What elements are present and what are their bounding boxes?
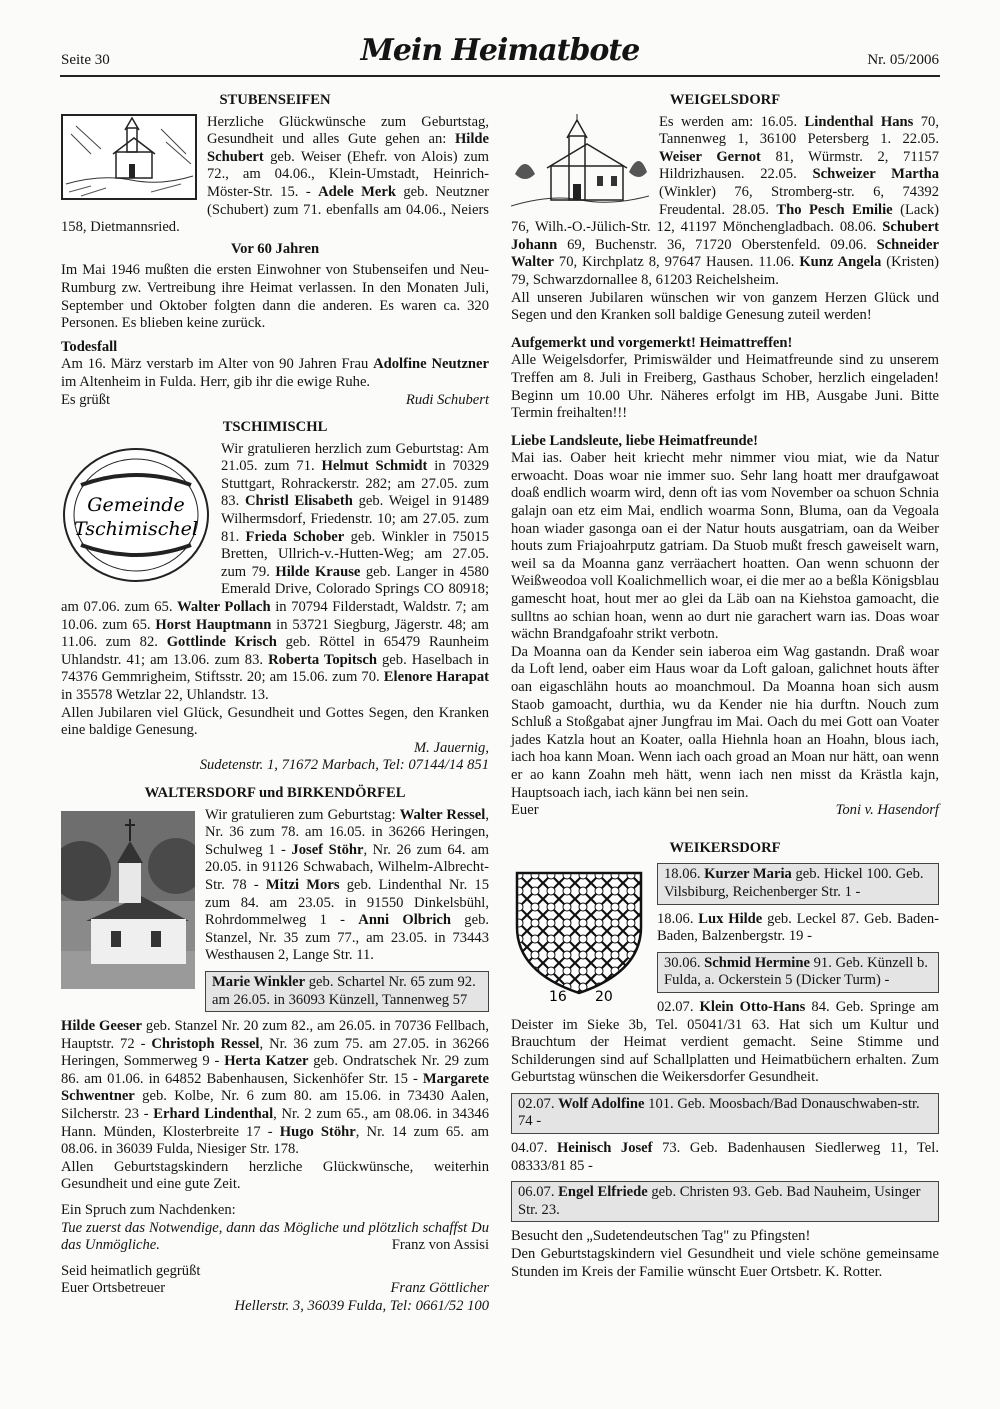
church-drawing-icon [511, 114, 649, 214]
weikersdorf-closing-1: Besucht den „Sudetendeutschen Tag" zu Pfingsten! [511, 1228, 811, 1245]
issue-number: Nr. 05/2006 [867, 52, 939, 68]
weikersdorf-closing-2: Den Geburtstagskindern viel Gesundheit und viele schöne gemeinsame Stunden im Kreis der Familie wünscht Euer Ortsbetr. K. Rotter. [511, 1246, 939, 1280]
right-column [511, 88, 939, 1281]
page-number: Seite 30 [61, 52, 110, 68]
spruch-author: Franz von Assisi [391, 1237, 489, 1254]
weigelsdorf-text: Es werden am: 16.05. Lindenthal Hans 70, Tannenweg 1, 36100 Petersberg 1. 22.05. Weiser Gernot 81, Würmstr. 2, 71157 Hildrizhausen. 22.05. Schweizer Martha (Winkler) 76, Stromberg-str. 6, 74392 Freudental. 28.05. Tho Pesch Emilie (Lack) 76, Wilh.-O.-Jülich-Str. 12, 41197 Mönchengladbach. 08.06. Schubert Johann 69, Buchenstr. 36, 71720 Oberstenfeld. 09.06. Schneider Walter 70, Kirchplatz 8, 97647 Hausen. 11.06. Kunz Angela (Kristen) 79, Schwarzdornallee 8, 61203 Reichelsheim. [511, 113, 939, 288]
tschimischl-address: Sudetenstr. 1, 71672 Marbach, Tel: 07144/14 851 [199, 757, 489, 774]
coat-of-arms-icon [511, 867, 647, 1007]
masthead: Mein Heimatbote [360, 33, 640, 68]
stubenseifen-signature: Es grüßt Rudi Schubert [61, 391, 489, 408]
highlight-box-winkler: Marie Winkler geb. Schartel Nr. 65 zum 92. am 26.05. in 36093 Künzell, Tannenweg 57 [205, 971, 489, 1012]
section-title-waltersdorf: WALTERSDORF und BIRKENDÖRFEL [144, 784, 406, 801]
weikersdorf-entry-lux: 18.06. Lux Hilde geb. Leckel 87. Geb. Baden-Baden, Balzenbergstr. 19 - [657, 910, 939, 945]
weigelsdorf-signature: Euer Toni v. Hasendorf [511, 802, 939, 819]
svg-text:Gemeinde: Gemeinde [87, 493, 185, 516]
highlight-box-kurzer: 18.06. Kurzer Maria geb. Hickel 100. Geb. Vilsbiburg, Reichenberger Str. 1 - [657, 863, 939, 904]
waltersdorf-closing: Allen Geburtstagskindern herzliche Glückwünsche, weiterhin Gesundheit und eine gute Zeit. [61, 1158, 489, 1193]
section-title-tschimischl: TSCHIMISCHL [222, 419, 328, 436]
page-header [0, 0, 1000, 80]
vor-60-jahren-text: Im Mai 1946 mußten die ersten Einwohner von Stubenseifen und Neu-Rumburg zw. Vertreibung ihre Heimat verlassen. In den Monaten Juli, September und Oktober folgten dann die anderen. Es waren ca. 320 Personen. Es blieben keine zurück. [61, 262, 489, 332]
section-title-stubenseifen: STUBENSEIFEN [219, 92, 331, 108]
todesfall-text: Am 16. März verstarb im Alter von 90 Jahren Frau Adolfine Neutzner im Altenheim in Fulda. Herr, gib ihr die ewige Ruhe. [61, 356, 489, 390]
landsleute-heading: Liebe Landsleute, liebe Heimatfreunde! [511, 432, 758, 449]
waltersdorf-text-2: Hilde Geeser geb. Stanzel Nr. 20 zum 82., am 26.05. in 70736 Fellbach, Hauptstr. 72 - Christoph Ressel, Nr. 36 zum 75. am 27.05. in 36266 Heringen, Sommerweg 9 - Herta Katzer geb. Ondratschek Nr. 29 zum 86. am 01.06. in 64852 Babenhausen, Sickenhöfer Str. 15 - Margarete Schwentner geb. Kolbe, Nr. 6 zum 80. am 15.06. in 73430 Aalen, Silcherstr. 23 - Erhard Lindenthal, Nr. 2 zum 65., am 08.06. in 34346 Hann. Münden, Klosterbreite 17 - Hugo Stöhr, Nr. 14 zum 65. am 08.06. in 36039 Fulda, Niesiger Str. 178. [61, 1018, 489, 1158]
church-sketch-icon [61, 114, 197, 200]
spruch-intro: Ein Spruch zum Nachdenken: [61, 1202, 236, 1219]
weikersdorf-entry-heinisch: 04.07. Heinisch Josef 73. Geb. Badenhausen Siedlerweg 11, Tel. 08333/81 85 - [511, 1140, 939, 1174]
heimattreffen-text: Alle Weigelsdorfer, Primiswälder und Heimatfreunde sind zu unserem Treffen am 8. Juli in Freiberg, Gasthaus Schober, herzlich eingeladen! Beginn um 10.00 Uhr. Näheres erfolgt im HB, Ausgabe Juni. Bitte Termin freihalten!!! [511, 352, 939, 422]
subheading-vor-60-jahren: Vor 60 Jahren [230, 240, 320, 257]
weigelsdorf-closing: All unseren Jubilaren wünschen wir von ganzem Herzen Glück und Segen und den Kranken soll baldige Genesung zuteil werden! [511, 289, 939, 324]
heimattreffen-heading: Aufgemerkt und vorgemerkt! Heimattreffen! [511, 334, 793, 351]
highlight-box-schmid: 30.06. Schmid Hermine 91. Geb. Künzell b. Fulda, a. Ockerstein 5 (Dicker Turm) - [657, 952, 939, 993]
svg-text:Tschimischel: Tschimischel [73, 517, 199, 540]
gemeinde-seal-icon [61, 445, 211, 585]
weikersdorf-entry-klein: 02.07. Klein Otto-Hans 84. Geb. Springe am Deister im Sieke 3b, Tel. 05041/31 63. Hat sich um Kultur und Brauchtum der Heimat verdient gemacht. Seine Stimme und Schilderungen sind auf Schallplatten und Heimatbüchern erhalten. Zum Geburtstag wünschen die Weikersdorfer Gesundheit. [511, 998, 940, 1086]
header-rule [60, 75, 940, 77]
tschimischl-closing: Allen Jubilaren viel Glück, Gesundheit und Gottes Segen, den Kranken eine baldige Genesung. [61, 704, 489, 739]
tschimischl-text: Wir gratulieren herzlich zum Geburtstag: Am 21.05. zum 71. Helmut Schmidt in 70329 Stuttgart, Rohrackerstr. 282; am 27.05. zum 83. Christl Elisabeth geb. Weigel in 91489 Wilhermsdorf, Friedenstr. 10; am 27.05. zum 81. Frieda Schober geb. Winkler in 75015 Bretten, Ullrich-v.-Hutten-Weg; am 27.05. zum 79. Hilde Krause geb. Langer in 4580 Emerald Drive, Colorado Springs CO 80918; am 07.06. zum 65. Walter Pollach in 70794 Filderstadt, Waldstr. 7; am 10.06. zum 65. Horst Hauptmann in 53721 Siegburg, Jägerstr. 48; am 11.06. zum 82. Gottlinde Krisch geb. Röttel in 65479 Raunheim Uhlandstr. 41; am 13.06. zum 83. Roberta Topitsch geb. Haselbach in 74376 Gemmrigheim, Stiftsstr. 20; am 15.06. zum 70. Elenore Harapat in 35578 Wetzlar 22, Uhlandstr. 13. [61, 440, 489, 703]
waltersdorf-signature: Euer Ortsbetreuer Franz Göttlicher [61, 1280, 489, 1297]
svg-text:16: 16 [549, 989, 567, 1006]
dialect-paragraph-2: Da Moanna oan da Kender sein iaberoa eim Wag gastandn. Draß woar da Loft lend, oaber eim Haus woar da Loft galoan, galichnet houts äfter oan eigaschlähn houts ao moanchmoul. Da Moanna hoan sich ausm Staob gamoacht, durthia, wu da Kender nie hia durftn. Nouch zum Schluß a Stoßgabat ajner Jungfrau im Mai. Oach du mei Gott oan Voater jades Katzla hout an Koater, oalla Hiehnla hoan an Hoahn, blous iach, iach hoa kann Moan. Wenn iach oach groad an Moan nur hätt, oan wenn er ao kann Zoahn meh hätt, wenn iach nen misst da Krästla kajn, Hauptsoach iach, iach känn bei nen sein. [511, 643, 939, 801]
waltersdorf-greet: Seid heimatlich gegrüßt [61, 1262, 201, 1279]
todesfall-heading: Todesfall [61, 338, 118, 355]
highlight-box-engel: 06.07. Engel Elfriede geb. Christen 93. Geb. Bad Nauheim, Usinger Str. 23. [511, 1181, 939, 1222]
waltersdorf-address: Hellerstr. 3, 36039 Fulda, Tel: 0661/52 100 [234, 1298, 489, 1314]
left-column [61, 88, 489, 1316]
stubenseifen-text: Herzliche Glückwünsche zum Geburtstag, Gesundheit und alles Gute gehen an: Hilde Schubert geb. Weiser (Ehefr. von Alois) zum 72., am 04.06., Klein-Umstadt, Heinrich-Möster-Str. 15. - Adele Merk geb. Neutzner (Schubert) zum 71. ebenfalls am 04.06., Neiers 158, Dietmannsried. [61, 113, 489, 236]
section-title-weikersdorf: WEIKERSDORF [669, 839, 781, 856]
section-title-weigelsdorf: WEIGELSDORF [669, 92, 781, 108]
spruch-text: Tue zuerst das Notwendige, dann das Mögliche und plötzlich schaffst Du das Unmögliche. [61, 1219, 489, 1254]
waltersdorf-text: Wir gratulieren zum Geburtstag: Walter Ressel, Nr. 36 zum 78. am 16.05. in 36266 Heringen, Schulweg 1 - Josef Stöhr, Nr. 26 zum 64. am 20.05. in 91126 Schwabach, Wilhelm-Albrecht-Str. 78 - Mitzi Mors geb. Lindenthal Nr. 15 zum 84. am 23.05. in 91550 Dinkelsbühl, Rohrdommelweg 1 - Anni Olbrich geb. Stanzel, Nr. 35 zum 77., am 23.05. in 73443 Westhausen 2, Lange Str. 11. [205, 806, 490, 964]
chapel-photo [61, 811, 195, 989]
highlight-box-wolf: 02.07. Wolf Adolfine 101. Geb. Moosbach/Bad Donauschwaben-str. 74 - [511, 1093, 939, 1134]
tschimischl-signature: M. Jauernig, [414, 739, 489, 756]
svg-text:20: 20 [595, 989, 613, 1006]
dialect-paragraph-1: Mai ias. Oaber heit kriecht mehr nimmer viou miat, wie da Natur erwoacht. Doas woar nie immer suo. Sehr lang hoatt mer draufgawoat doaß endlich woarm wird, denn oft ias vom November oa schuon Schnia galajn oan etz eim Mai, endlich woarma Sonn, Bluma, oan da Vegoala hoan wiader gasonga oan ei der Natur houts ausgatriam, oan da Weiber houts zum Friajoahrputz gatriam. Da Stuob mußt fresch gaweiselt warn, weil sa da Moanna ganz verräachert hoatten. Oan wenn schuonn der Weißweodoa voll Koalichmellich woar, ei die mer ao a beßla Königsblau gamescht hoat, hout mer ao glei da Läb oan na Kiehstoa gamoacht, die sulltns ao schian hoan, wenn ao durt nie garachert warn ias. Doas woar wächn Brandgafoahr strikt verbotn. [511, 450, 939, 643]
